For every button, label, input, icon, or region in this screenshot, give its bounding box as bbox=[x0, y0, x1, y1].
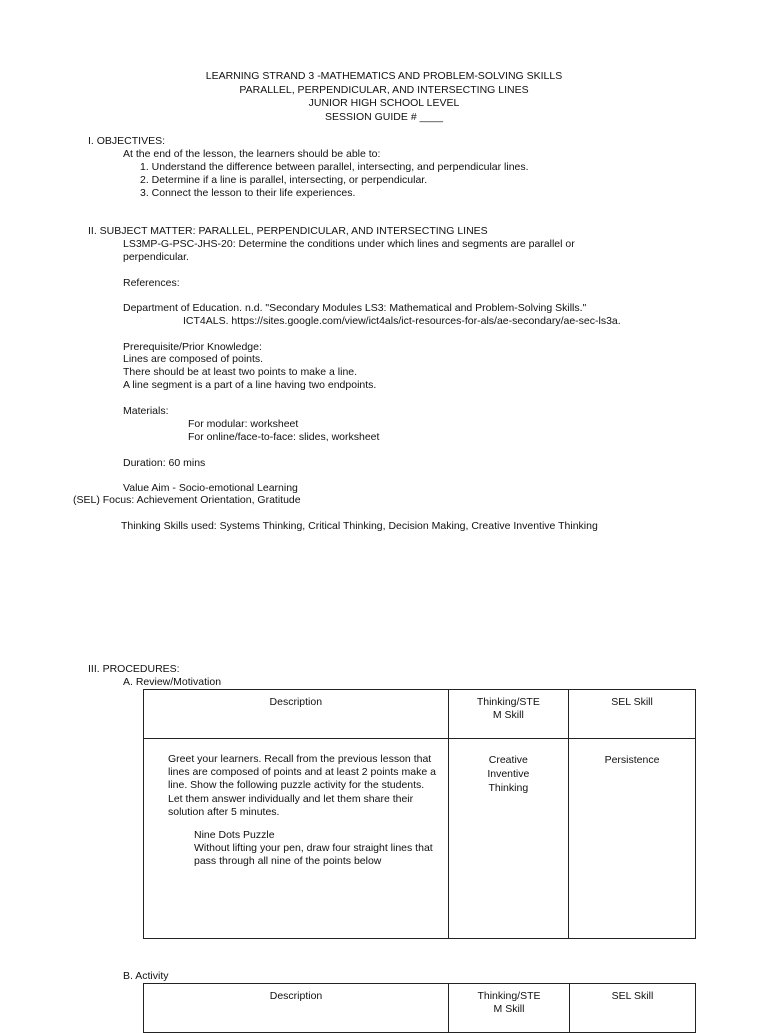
reference-line: ICT4ALS. https://sites.google.com/view/ict4als/ict-resources-for-als/ae-secondary/ae-sec-ls3a. bbox=[183, 315, 621, 327]
objective-item: 1. Understand the difference between parallel, intersecting, and perpendicular lines. bbox=[140, 161, 529, 173]
sel-skill-header: SEL Skill bbox=[569, 984, 695, 1033]
thinking-skills-text: Thinking Skills used: Systems Thinking, Critical Thinking, Decision Making, Creative Inventive Thinking bbox=[121, 520, 598, 532]
thinking-skill-line: Thinking bbox=[488, 782, 529, 794]
header-topic-line: PARALLEL, PERPENDICULAR, AND INTERSECTING LINES bbox=[239, 83, 529, 96]
review-motivation-table bbox=[143, 689, 696, 939]
sel-focus-text: (SEL) Focus: Achievement Orientation, Gratitude bbox=[73, 494, 301, 506]
activity-table bbox=[143, 983, 696, 1033]
procedures-heading: III. PROCEDURES: bbox=[88, 663, 180, 675]
objectives-intro: At the end of the lesson, the learners should be able to: bbox=[123, 148, 381, 160]
sel-skill-header: SEL Skill bbox=[569, 690, 696, 739]
thinking-skill-line: Inventive bbox=[487, 768, 530, 780]
header-level-line: JUNIOR HIGH SCHOOL LEVEL bbox=[308, 97, 460, 109]
puzzle-title: Nine Dots Puzzle bbox=[194, 829, 275, 842]
thinking-header-line: Thinking/STE bbox=[476, 696, 540, 708]
value-aim-text: Value Aim - Socio-emotional Learning bbox=[123, 482, 298, 494]
prerequisite-item: There should be at least two points to make a line. bbox=[123, 366, 358, 378]
review-motivation-heading: A. Review/Motivation bbox=[123, 676, 222, 688]
thinking-skill-header bbox=[448, 690, 568, 739]
header-session-line: SESSION GUIDE # ____ bbox=[325, 110, 443, 123]
thinking-skill-header bbox=[449, 984, 570, 1033]
puzzle-block bbox=[168, 829, 440, 869]
review-description-text: Greet your learners. Recall from the previous lesson that lines are composed of points and at least 2 points make a line. Show the following puzzle activity for the students. Let them answer individually and let them share their solution after 5 minutes. bbox=[168, 753, 436, 818]
materials-item: For online/face-to-face: slides, worksheet bbox=[188, 431, 380, 443]
subject-matter-heading: II. SUBJECT MATTER: PARALLEL, PERPENDICULAR, AND INTERSECTING LINES bbox=[88, 225, 488, 237]
materials-item: For modular: worksheet bbox=[188, 418, 299, 430]
duration-text: Duration: 60 mins bbox=[123, 457, 206, 469]
activity-heading: B. Activity bbox=[123, 970, 169, 982]
objective-item: 3. Connect the lesson to their life experiences. bbox=[140, 187, 356, 199]
competency-code-line: LS3MP-G-PSC-JHS-20: Determine the conditions under which lines and segments are parallel or bbox=[123, 238, 575, 250]
references-label: References: bbox=[123, 277, 180, 289]
table-header-row bbox=[144, 690, 696, 739]
sel-skill-text: Persistence bbox=[604, 754, 660, 766]
table-header-row bbox=[144, 984, 696, 1033]
reference-line: Department of Education. n.d. "Secondary Modules LS3: Mathematical and Problem-Solving Skills." bbox=[123, 302, 587, 314]
objective-item: 2. Determine if a line is parallel, intersecting, or perpendicular. bbox=[140, 174, 428, 186]
review-thinking-cell bbox=[448, 739, 568, 939]
prerequisite-label: Prerequisite/Prior Knowledge: bbox=[123, 341, 262, 353]
prerequisite-item: A line segment is a part of a line having two endpoints. bbox=[123, 379, 377, 391]
review-sel-cell bbox=[569, 739, 696, 939]
table-row bbox=[144, 739, 696, 939]
thinking-header-line: M Skill bbox=[492, 709, 524, 722]
objectives-heading: I. OBJECTIVES: bbox=[88, 135, 166, 147]
review-description-cell bbox=[144, 739, 449, 939]
materials-label: Materials: bbox=[123, 405, 169, 417]
competency-code-line: perpendicular. bbox=[123, 251, 189, 263]
thinking-header-line: M Skill bbox=[493, 1003, 525, 1016]
header-title-line: LEARNING STRAND 3 -MATHEMATICS AND PROBLEM-SOLVING SKILLS bbox=[205, 70, 563, 82]
puzzle-instructions: Without lifting your pen, draw four straight lines that pass through all nine of the points below bbox=[194, 842, 433, 868]
prerequisite-item: Lines are composed of points. bbox=[123, 353, 264, 365]
thinking-header-line: Thinking/STE bbox=[477, 990, 541, 1002]
description-header: Description bbox=[144, 690, 449, 739]
document-header bbox=[0, 70, 768, 124]
thinking-skill-line: Creative bbox=[488, 754, 528, 766]
description-header: Description bbox=[144, 984, 449, 1033]
